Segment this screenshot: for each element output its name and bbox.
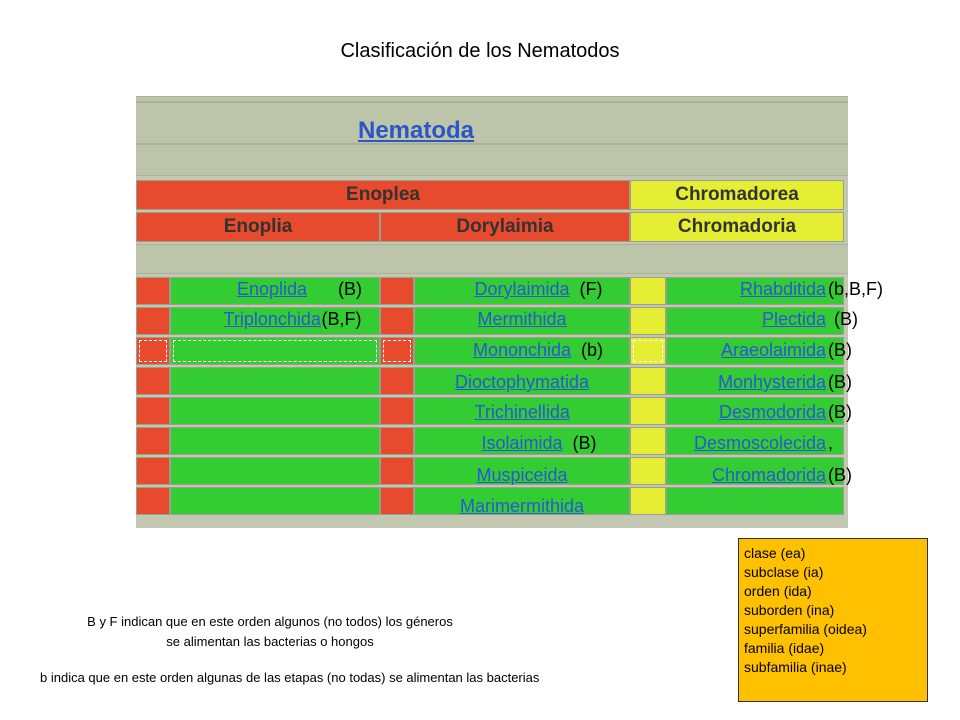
order-note: (b)	[581, 340, 603, 360]
order-note: (B)	[834, 309, 858, 329]
chromadoria-yellow-cell	[630, 487, 666, 515]
enoplia-red-cell	[136, 307, 170, 335]
enoplia-green-cell	[170, 487, 380, 515]
order-note: (B)	[338, 279, 362, 299]
order-band-spacer	[136, 244, 848, 274]
order-link-dioctophymatida[interactable]: Dioctophymatida	[455, 372, 590, 392]
enoplia-green-cell	[170, 397, 380, 425]
order-link-muspiceida[interactable]: Muspiceida	[476, 465, 568, 485]
order-link-enoplida[interactable]: Enoplida	[237, 279, 308, 299]
legend-item: subfamilia (inae)	[744, 659, 847, 675]
chromadoria-yellow-cell	[630, 307, 666, 335]
enoplia-green-cell	[170, 367, 380, 395]
footnote-b-line: b indica que en este orden algunas de las etapas (no todas) se alimentan las bacterias	[40, 670, 540, 685]
order-note: (B,F)	[321, 309, 362, 329]
chromadoria-yellow-cell	[630, 457, 666, 485]
order-note: (B)	[828, 340, 852, 360]
enoplia-green-cell	[170, 457, 380, 485]
footnote-bf-line1: B y F indican que en este orden algunos (no todos) los géneros	[87, 614, 453, 629]
chromadoria-yellow-cell	[630, 337, 666, 365]
page-title: Clasificación de los Nematodos	[340, 40, 620, 62]
chromadoria-green-cell	[666, 487, 844, 515]
order-link-chromadorida[interactable]: Chromadorida	[712, 465, 827, 485]
header-band-spacer	[136, 144, 848, 176]
legend-item: orden (ida)	[744, 583, 812, 599]
enoplia-red-cell	[136, 367, 170, 395]
dorylaimia-red-cell	[380, 487, 414, 515]
order-link-dorylaimida[interactable]: Dorylaimida	[474, 279, 570, 299]
dorylaimia-red-cell	[380, 337, 414, 365]
order-link-desmodorida[interactable]: Desmodorida	[719, 402, 827, 422]
class-enoplea: Enoplea	[136, 180, 630, 210]
chromadoria-yellow-cell	[630, 427, 666, 455]
phylum-link[interactable]: Nematoda	[357, 117, 475, 144]
order-note: (B)	[828, 465, 852, 485]
chromadoria-yellow-cell	[630, 277, 666, 305]
order-link-marimermithida[interactable]: Marimermithida	[460, 496, 585, 516]
chromadoria-yellow-cell	[630, 397, 666, 425]
enoplia-red-cell	[136, 337, 170, 365]
legend-item: suborden (ina)	[744, 602, 835, 618]
dorylaimia-red-cell	[380, 367, 414, 395]
enoplia-red-cell	[136, 457, 170, 485]
legend-item: superfamilia (oidea)	[744, 621, 867, 637]
enoplia-red-cell	[136, 427, 170, 455]
dorylaimia-red-cell	[380, 277, 414, 305]
dorylaimia-red-cell	[380, 427, 414, 455]
enoplia-red-cell	[136, 397, 170, 425]
order-note: (F)	[579, 279, 603, 299]
subclass-dorylaimia: Dorylaimia	[380, 212, 630, 242]
order-note: (B)	[828, 372, 852, 392]
order-note: ,	[828, 433, 834, 453]
dorylaimia-red-cell	[380, 307, 414, 335]
order-link-triplonchida[interactable]: Triplonchida	[223, 309, 321, 329]
order-link-isolaimida[interactable]: Isolaimida	[481, 433, 563, 453]
legend-item: familia (idae)	[744, 640, 825, 656]
legend-item: clase (ea)	[744, 545, 806, 561]
order-link-mermithida[interactable]: Mermithida	[477, 309, 567, 329]
dorylaimia-red-cell	[380, 397, 414, 425]
enoplia-green-cell	[170, 337, 380, 365]
subclass-chromadoria: Chromadoria	[630, 212, 844, 242]
subclass-enoplia: Enoplia	[136, 212, 380, 242]
class-chromadorea: Chromadorea	[630, 180, 844, 210]
order-link-desmoscolecida[interactable]: Desmoscolecida	[694, 433, 827, 453]
phylum-band	[136, 102, 848, 144]
taxonomic-suffix-legend	[738, 538, 928, 702]
order-link-rhabditida[interactable]: Rhabditida	[740, 279, 827, 299]
order-link-plectida[interactable]: Plectida	[762, 309, 827, 329]
chromadoria-yellow-cell	[630, 367, 666, 395]
order-link-araeolaimida[interactable]: Araeolaimida	[721, 340, 827, 360]
order-note: (B)	[572, 433, 597, 453]
order-note: (B)	[828, 402, 852, 422]
dorylaimia-red-cell	[380, 457, 414, 485]
enoplia-red-cell	[136, 487, 170, 515]
enoplia-red-cell	[136, 277, 170, 305]
legend-item: subclase (ia)	[744, 564, 824, 580]
order-link-trichinellida[interactable]: Trichinellida	[474, 402, 570, 422]
enoplia-green-cell	[170, 427, 380, 455]
order-link-monhysterida[interactable]: Monhysterida	[718, 372, 827, 392]
order-note: (b,B,F)	[828, 279, 884, 299]
footnote-bf-line2: se alimentan las bacterias o hongos	[166, 634, 374, 649]
order-link-mononchida[interactable]: Mononchida	[473, 340, 572, 360]
